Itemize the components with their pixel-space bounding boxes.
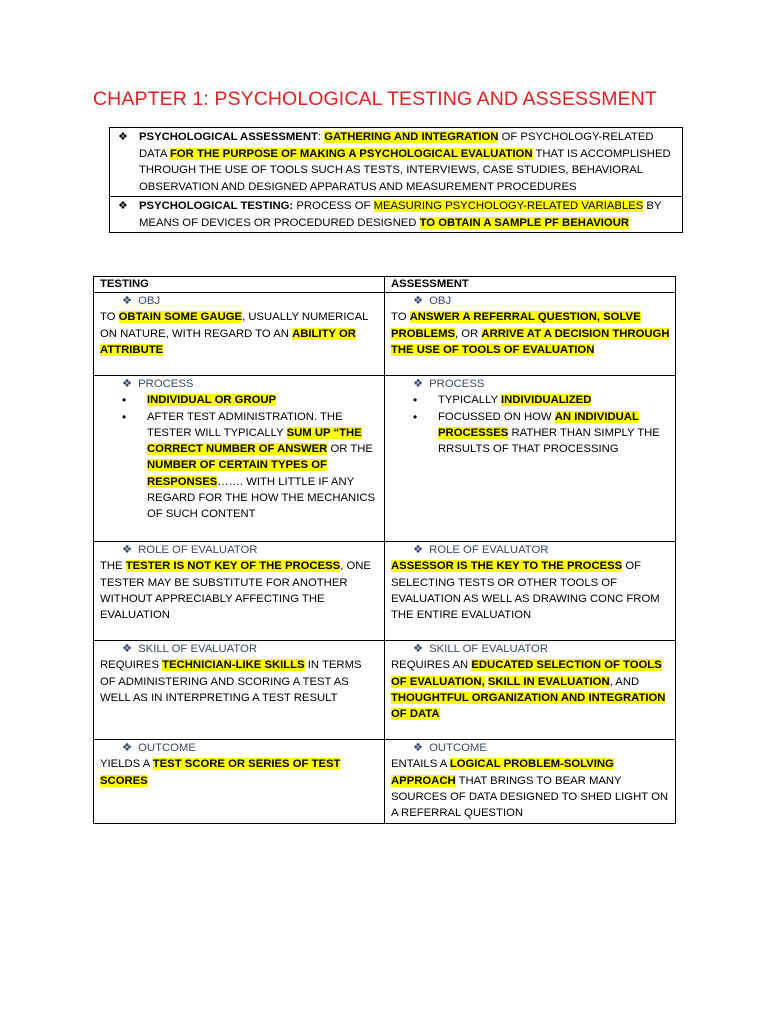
body-text: YIELDS A	[100, 758, 153, 771]
section-heading-label: ROLE OF EVALUATOR	[429, 544, 549, 556]
highlight-text: MEASURING PSYCHOLOGY-RELATED VARIABLES	[373, 200, 644, 212]
table-row-obj	[94, 293, 676, 376]
body-text: THAT IS ACCOMPLISHED THROUGH THE USE OF TOOLS SUCH AS TESTS, INTERVIEWS, CASE STUDIES, BEHAVIORAL OBSERVATION AND DESIGNED APPARATUS AND MEASUREMENT PROCEDURES	[139, 147, 671, 193]
diamond-bullet-icon: ❖	[122, 544, 133, 556]
term-colon: :	[317, 131, 325, 143]
diamond-bullet-icon: ❖	[122, 742, 133, 754]
highlight-text: SKILL IN EVALUATION	[487, 675, 610, 688]
diamond-bullet-icon: ❖	[413, 295, 424, 307]
diamond-bullet-icon: ❖	[413, 643, 424, 655]
cell-assessment-obj	[385, 293, 676, 376]
table-header-row	[94, 277, 676, 293]
comparison-table	[93, 276, 676, 824]
body-text: THAT BRINGS TO BEAR MANY SOURCES OF DATA DESIGNED TO SHED LIGHT ON A REFERRAL QUESTION	[391, 774, 669, 820]
highlight-text: LOGICAL PROBLEM-SOLVING APPROACH	[391, 758, 614, 787]
diamond-bullet-icon: ❖	[122, 295, 133, 307]
section-heading-label: OBJ	[138, 295, 161, 307]
highlight-text: GATHERING AND INTEGRATION	[324, 131, 499, 143]
body-text: PROCESS OF	[293, 200, 374, 212]
body-text: OF SELECTING TESTS OR OTHER TOOLS OF EVALUATION AS WELL AS DRAWING CONC FROM THE ENTIRE EVALUATION	[391, 560, 660, 622]
column-header-testing: TESTING	[94, 277, 385, 293]
body-text: OF PSYCHOLOGY-RELATED DATA	[139, 131, 654, 160]
body-text: TO	[100, 311, 119, 324]
cell-text	[100, 309, 379, 358]
highlight-text: ARRIVE AT A DECISION THROUGH THE USE OF TOOLS OF EVALUATION	[391, 327, 670, 356]
section-heading	[100, 740, 379, 756]
cell-testing-role	[94, 542, 385, 641]
section-heading	[391, 293, 670, 309]
diamond-bullet-icon: ❖	[413, 742, 424, 754]
body-text: FOCUSSED ON HOW	[438, 410, 555, 423]
section-heading	[391, 542, 670, 558]
section-heading-label: PROCESS	[429, 378, 485, 390]
column-header-assessment: ASSESSMENT	[385, 277, 676, 293]
term-label: PSYCHOLOGICAL TESTING:	[139, 200, 294, 212]
body-text: TYPICALLY	[438, 394, 501, 407]
cell-assessment-role	[385, 542, 676, 641]
list-item	[438, 409, 670, 458]
highlight-text: AN INDIVIDUAL PROCESSES	[438, 410, 639, 439]
table-row-outcome	[94, 740, 676, 824]
highlight-text: INDIVIDUALIZED	[501, 394, 592, 407]
highlight-text: ANSWER A REFERRAL QUESTION, SOLVE PROBLEMS	[391, 311, 641, 340]
body-text: BY MEANS OF DEVICES OR PROCEDURED DESIGNED	[139, 200, 662, 229]
cell-testing-skill	[94, 641, 385, 740]
cell-text	[100, 756, 379, 789]
cell-testing-obj	[94, 293, 385, 376]
body-text: THE	[100, 560, 126, 573]
body-text: REQUIRES AN	[391, 659, 472, 672]
body-text: , ONE TESTER MAY BE SUBSTITUTE FOR ANOTHER WITHOUT APPRECIABLY AFFECTING THE EVALUATION	[100, 560, 371, 622]
section-heading	[100, 293, 379, 309]
cell-text	[391, 657, 670, 722]
body-text: AFTER TEST ADMINISTRATION. THE TESTER WILL TYPICALLY	[147, 410, 343, 439]
table-row-role-of-evaluator	[94, 542, 676, 641]
highlight-text: EDUCATED SELECTION OF TOOLS OF EVALUATION,	[391, 659, 662, 688]
diamond-bullet-icon: ❖	[413, 378, 424, 390]
list-item	[147, 409, 379, 523]
cell-assessment-outcome	[385, 740, 676, 824]
diamond-bullet-icon: ❖	[122, 643, 133, 655]
page-title: CHAPTER 1: PSYCHOLOGICAL TESTING AND ASSESSMENT	[93, 88, 657, 110]
term-label: PSYCHOLOGICAL ASSESSMENT	[139, 131, 318, 143]
section-heading	[100, 376, 379, 392]
definition-assessment	[110, 128, 682, 196]
definitions-box	[109, 127, 683, 233]
section-heading-label: SKILL OF EVALUATOR	[138, 643, 258, 655]
body-text: OR THE	[327, 443, 373, 456]
body-text: , USUALLY NUMERICAL ON NATURE, WITH REGARD TO AN	[100, 311, 369, 340]
cell-text	[100, 657, 379, 706]
body-text: ……. WITH LITTLE IF ANY REGARD FOR THE HOW THE MECHANICS OF SUCH CONTENT	[147, 475, 376, 521]
highlight-text: INDIVIDUAL OR GROUP	[147, 394, 277, 407]
table-row-skill-of-evaluator	[94, 641, 676, 740]
diamond-bullet-icon: ❖	[118, 200, 128, 212]
body-text: RATHER THAN SIMPLY THE RRSULTS OF THAT PROCESSING	[438, 426, 660, 456]
cell-text	[100, 558, 379, 623]
section-heading-label: OUTCOME	[429, 742, 487, 754]
highlight-text: SUM UP “THE CORRECT NUMBER OF ANSWER	[147, 426, 362, 456]
body-text: IN TERMS OF ADMINISTERING AND SCORING A TEST AS WELL AS IN INTERPRETING A TEST RESULT	[100, 659, 362, 704]
section-heading	[391, 376, 670, 392]
cell-testing-outcome	[94, 740, 385, 824]
section-heading-label: SKILL OF EVALUATOR	[429, 643, 549, 655]
highlight-text: TECHNICIAN-LIKE SKILLS	[162, 659, 305, 672]
section-heading	[100, 641, 379, 657]
body-text: , OR	[455, 327, 482, 340]
section-heading-label: ROLE OF EVALUATOR	[138, 544, 258, 556]
highlight-text: OBTAIN SOME GAUGE	[118, 311, 243, 324]
section-heading-label: OBJ	[429, 295, 452, 307]
highlight-text: FOR THE PURPOSE OF MAKING A PSYCHOLOGICAL EVALUATION	[169, 147, 533, 160]
definition-testing	[110, 196, 682, 232]
section-heading	[100, 542, 379, 558]
section-heading	[391, 740, 670, 756]
diamond-bullet-icon: ❖	[413, 544, 424, 556]
body-text: REQUIRES	[100, 659, 163, 672]
cell-assessment-process	[385, 376, 676, 542]
section-heading-label: PROCESS	[138, 378, 194, 390]
list-item	[438, 392, 670, 408]
section-heading	[391, 641, 670, 657]
diamond-bullet-icon: ❖	[122, 378, 133, 390]
highlight-text: TEST SCORE OR SERIES OF TEST SCORES	[100, 758, 341, 787]
table-row-process	[94, 376, 676, 542]
list-item	[147, 392, 379, 408]
cell-text	[391, 558, 670, 623]
highlight-text: NUMBER OF CERTAIN TYPES OF RESPONSES	[147, 459, 327, 488]
body-text: , AND	[609, 675, 640, 688]
cell-text	[391, 756, 670, 821]
cell-testing-process	[94, 376, 385, 542]
cell-assessment-skill	[385, 641, 676, 740]
section-heading-label: OUTCOME	[138, 742, 196, 754]
highlight-text: ABILITY OR ATTRIBUTE	[100, 327, 356, 356]
highlight-text: THOUGHTFUL ORGANIZATION AND INTEGRATION OF DATA	[391, 691, 666, 721]
bullet-list	[391, 392, 670, 457]
body-text: ENTAILS A	[391, 758, 450, 771]
highlight-text: TESTER IS NOT KEY OF THE PROCESS	[125, 560, 341, 573]
bullet-list	[100, 392, 379, 522]
highlight-text: TO OBTAIN A SAMPLE PF BEHAVIOUR	[419, 216, 630, 229]
body-text: TO	[391, 311, 410, 324]
highlight-text: ASSESSOR IS THE KEY TO THE PROCESS	[391, 560, 623, 573]
cell-text	[391, 309, 670, 358]
diamond-bullet-icon: ❖	[118, 131, 128, 143]
